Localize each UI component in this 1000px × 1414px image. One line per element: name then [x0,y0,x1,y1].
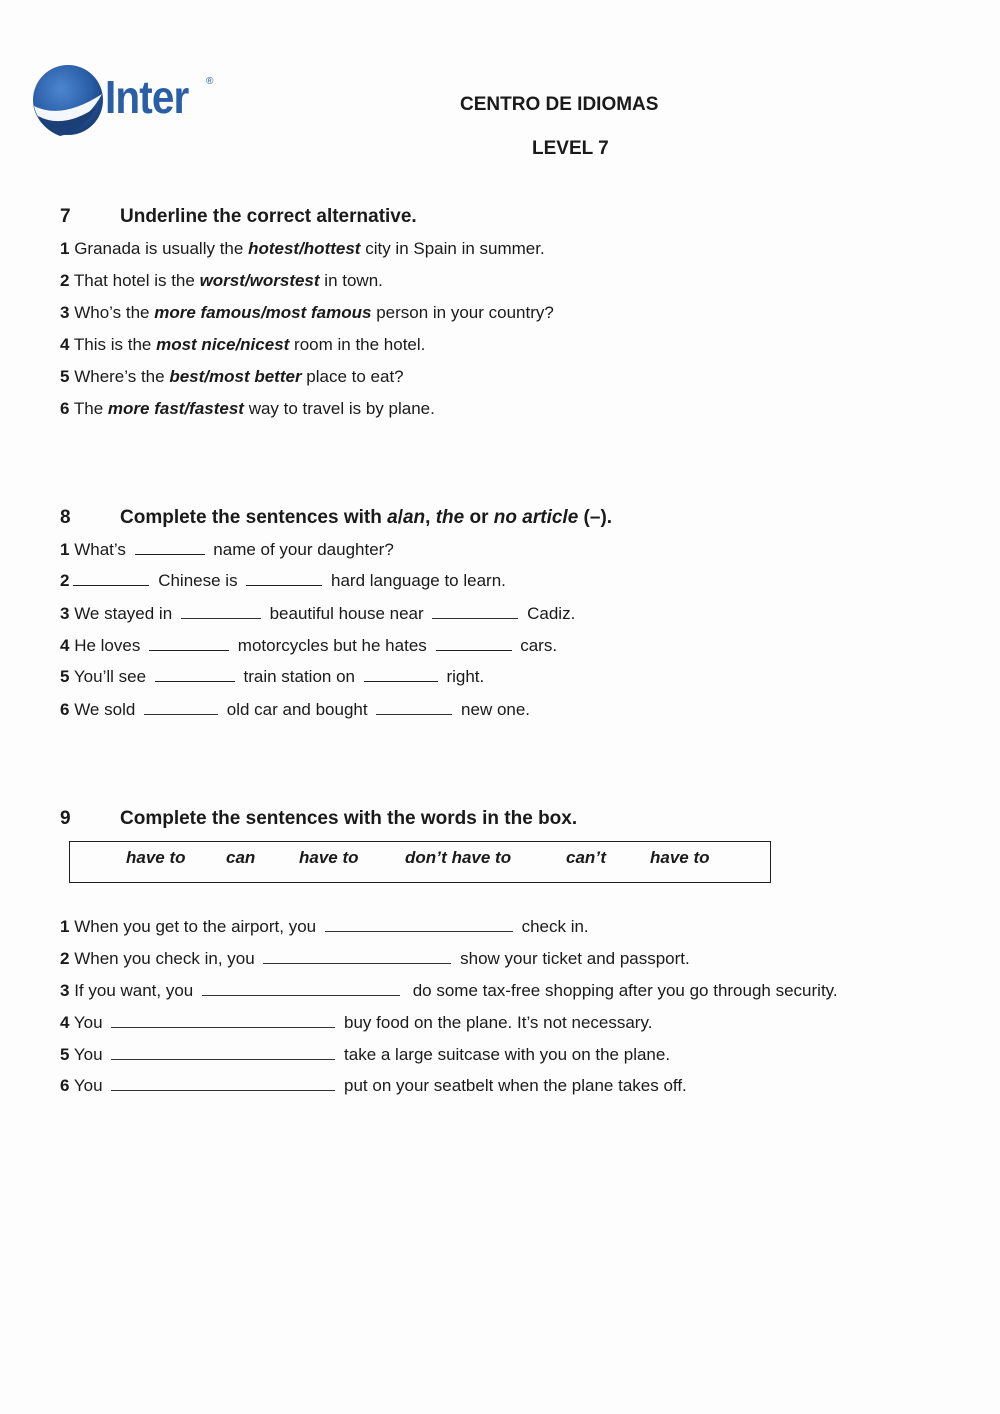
box-word: have to [126,848,186,867]
exercise-8-item: 5 You’ll see train station on right. [60,667,485,686]
exercise-7-item: 1 Granada is usually the hotest/hottest city in Spain in summer. [60,239,545,258]
exercise-8-item: 6 We sold old car and bought new one. [60,700,531,719]
word-box [69,841,771,883]
inter-logo [32,60,222,142]
answer-blank[interactable] [436,636,512,651]
answer-blank[interactable] [432,604,518,619]
exercise-9-item: 5 You take a large suitcase with you on the plane. [60,1045,671,1064]
exercise-9-item: 2 When you check in, you show your ticket and passport. [60,949,690,968]
alternative-choice[interactable]: more fast/fastest [107,399,244,418]
answer-blank[interactable] [111,1076,335,1091]
exercise-7-item: 5 Where’s the best/most better place to eat? [60,367,404,386]
exercise-8-item: 2 Chinese is hard language to learn. [60,571,506,590]
level-label: LEVEL 7 [532,138,609,159]
exercise-9-item: 6 You put on your seatbelt when the plane takes off. [60,1076,687,1095]
exercise-7-item: 3 Who’s the more famous/most famous person in your country? [60,303,554,322]
exercise-8-item: 3 We stayed in beautiful house near Cadiz. [60,604,576,623]
answer-blank[interactable] [325,917,513,932]
registered-mark: ® [206,76,214,87]
answer-blank[interactable] [111,1045,335,1060]
globe-icon [32,60,104,140]
box-word: have to [299,848,359,867]
box-word: have to [650,848,710,867]
box-word: can [226,848,256,867]
section-7-title: 7 Underline the correct alternative. [60,206,417,227]
exercise-9-item: 3 If you want, you do some tax-free shopping after you go through security. [60,981,838,1000]
box-word: don’t have to [405,848,512,867]
school-name: CENTRO DE IDIOMAS [460,94,659,115]
box-word: can’t [566,848,606,867]
alternative-choice[interactable]: best/most better [169,367,302,386]
answer-blank[interactable] [149,636,229,651]
answer-blank[interactable] [155,667,235,682]
answer-blank[interactable] [135,540,205,555]
answer-blank[interactable] [202,981,400,996]
section-8-title: 8 Complete the sentences with a/an, the or no article (–). [60,507,613,528]
answer-blank[interactable] [181,604,261,619]
answer-blank[interactable] [111,1013,335,1028]
section-9-title: 9 Complete the sentences with the words in the box. [60,808,578,829]
answer-blank[interactable] [376,700,452,715]
exercise-7-item: 2 That hotel is the worst/worstest in town. [60,271,383,290]
exercise-9-item: 4 You buy food on the plane. It’s not necessary. [60,1013,653,1032]
alternative-choice[interactable]: more famous/most famous [154,303,372,322]
exercise-8-item: 4 He loves motorcycles but he hates cars. [60,636,558,655]
exercise-9-item: 1 When you get to the airport, you check in. [60,917,589,936]
exercise-8-item: 1 What’s name of your daughter? [60,540,394,559]
answer-blank[interactable] [364,667,438,682]
answer-blank[interactable] [263,949,451,964]
alternative-choice[interactable]: most nice/nicest [156,335,290,354]
exercise-7-item: 6 The more fast/fastest way to travel is by plane. [60,399,435,418]
alternative-choice[interactable]: hotest/hottest [248,239,361,258]
answer-blank[interactable] [144,700,218,715]
logo-wordmark: Inter [105,71,189,123]
answer-blank[interactable] [246,571,322,586]
answer-blank[interactable] [73,571,149,586]
alternative-choice[interactable]: worst/worstest [199,271,320,290]
exercise-7-item: 4 This is the most nice/nicest room in the hotel. [60,335,426,354]
